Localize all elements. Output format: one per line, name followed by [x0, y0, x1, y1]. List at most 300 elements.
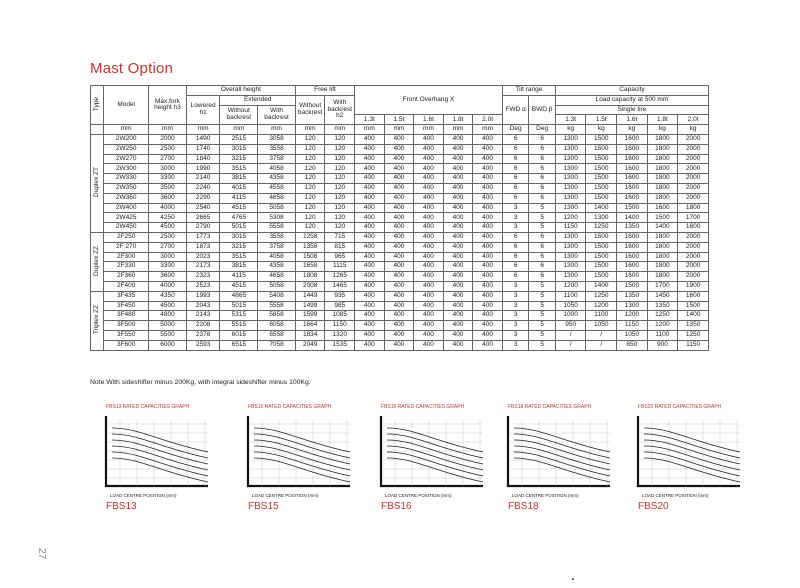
table-row: [91, 183, 709, 193]
value-cell: 2240: [186, 183, 220, 193]
value-cell: 400: [414, 321, 444, 331]
value-cell: 2000: [678, 183, 709, 193]
value-cell: 1250: [586, 223, 617, 233]
single-tire-header: Single tire: [555, 105, 708, 115]
value-cell: 6: [529, 144, 556, 154]
value-cell: 2593: [186, 340, 220, 350]
capacity-graph: [90, 404, 215, 524]
value-cell: 400: [473, 203, 503, 213]
model-cell: 2F250: [104, 232, 149, 242]
model-header: Model: [104, 86, 149, 125]
graph-plot: [492, 412, 614, 492]
capacity-curve: [112, 446, 208, 470]
value-cell: 4500: [149, 301, 187, 311]
table-row: [91, 272, 709, 282]
value-cell: 400: [443, 340, 473, 350]
value-cell: 120: [295, 183, 325, 193]
unit-cell: mm: [355, 125, 385, 135]
value-cell: 120: [295, 223, 325, 233]
value-cell: 2000: [678, 193, 709, 203]
value-cell: 1800: [647, 144, 678, 154]
value-cell: 2143: [186, 311, 220, 321]
value-cell: 2378: [186, 330, 220, 340]
value-cell: 400: [414, 311, 444, 321]
graph-xlabel: LOAD CENTRE POSITION (mm): [642, 493, 709, 498]
value-cell: 5: [529, 340, 556, 350]
value-cell: 400: [384, 242, 414, 252]
value-cell: 1800: [647, 232, 678, 242]
value-cell: 400: [384, 252, 414, 262]
value-cell: 120: [325, 164, 355, 174]
value-cell: 400: [443, 164, 473, 174]
value-cell: 400: [414, 183, 444, 193]
table-row: [91, 134, 709, 144]
value-cell: 4515: [220, 203, 258, 213]
unit-cell: kg: [647, 125, 678, 135]
unit-cell: kg: [678, 125, 709, 135]
value-cell: 1600: [617, 144, 648, 154]
value-cell: 1500: [586, 183, 617, 193]
graph-title: FBS13 RATED CAPACITIES GRAPH: [106, 404, 190, 410]
value-cell: 1358: [295, 242, 325, 252]
bwd-header: BWD β: [529, 95, 556, 124]
graph-model-label: FBS13: [106, 501, 137, 512]
value-cell: 5015: [220, 301, 258, 311]
value-cell: 3758: [258, 242, 296, 252]
value-cell: 400: [355, 272, 385, 282]
value-cell: 1085: [325, 311, 355, 321]
capacity-col-header: 1.8t: [647, 115, 678, 125]
capacity-graph: [622, 404, 747, 524]
value-cell: 1250: [586, 291, 617, 301]
value-cell: 400: [384, 223, 414, 233]
model-cell: 2W300: [104, 164, 149, 174]
value-cell: 4558: [258, 183, 296, 193]
value-cell: 1300: [555, 174, 586, 184]
value-cell: 1500: [617, 281, 648, 291]
value-cell: 400: [384, 154, 414, 164]
value-cell: 400: [355, 174, 385, 184]
value-cell: 950: [555, 321, 586, 331]
value-cell: 1400: [617, 213, 648, 223]
value-cell: 2500: [149, 144, 187, 154]
value-cell: 400: [355, 291, 385, 301]
capacity-col-header: 1.5t: [586, 115, 617, 125]
model-cell: 2F360: [104, 272, 149, 282]
value-cell: 400: [443, 134, 473, 144]
value-cell: 5558: [258, 301, 296, 311]
value-cell: 5058: [258, 281, 296, 291]
model-cell: 3F550: [104, 330, 149, 340]
value-cell: 6: [502, 193, 529, 203]
value-cell: 400: [414, 223, 444, 233]
value-cell: 1000: [555, 311, 586, 321]
value-cell: 400: [443, 321, 473, 331]
value-cell: 6000: [149, 340, 187, 350]
value-cell: 1300: [555, 154, 586, 164]
value-cell: 2323: [186, 272, 220, 282]
graph-title: FBS20 RATED CAPACITIES GRAPH: [638, 404, 722, 410]
value-cell: 120: [295, 203, 325, 213]
unit-cell: mm: [414, 125, 444, 135]
capacity-graph: [232, 404, 357, 524]
unit-cell: mm: [443, 125, 473, 135]
value-cell: 1700: [678, 213, 709, 223]
value-cell: 400: [355, 193, 385, 203]
value-cell: 400: [384, 262, 414, 272]
value-cell: 1700: [647, 281, 678, 291]
value-cell: 400: [384, 321, 414, 331]
value-cell: 3215: [220, 242, 258, 252]
units-row: [91, 125, 709, 135]
type-header: Type: [91, 86, 104, 125]
value-cell: 2290: [186, 193, 220, 203]
capacity-header: Capacity: [555, 86, 708, 96]
table-row: [91, 144, 709, 154]
value-cell: 3758: [258, 154, 296, 164]
value-cell: 5: [529, 330, 556, 340]
value-cell: 2000: [678, 252, 709, 262]
value-cell: 1500: [586, 232, 617, 242]
value-cell: 400: [414, 330, 444, 340]
graph-model-label: FBS18: [508, 501, 539, 512]
value-cell: 3300: [149, 262, 187, 272]
value-cell: 3000: [149, 252, 187, 262]
graph-xlabel: LOAD CENTRE POSITION (mm): [512, 493, 579, 498]
value-cell: 1258: [295, 232, 325, 242]
value-cell: 120: [295, 134, 325, 144]
model-cell: 2W400: [104, 203, 149, 213]
value-cell: 6: [502, 262, 529, 272]
value-cell: 5058: [258, 203, 296, 213]
value-cell: 1450: [647, 291, 678, 301]
value-cell: 3815: [220, 262, 258, 272]
value-cell: 3600: [149, 193, 187, 203]
value-cell: 1664: [295, 321, 325, 331]
table-row: [91, 232, 709, 242]
value-cell: 400: [355, 213, 385, 223]
value-cell: 400: [355, 154, 385, 164]
value-cell: 4250: [149, 213, 187, 223]
value-cell: 400: [355, 223, 385, 233]
value-cell: 400: [443, 262, 473, 272]
value-cell: 1300: [617, 301, 648, 311]
table-row: [91, 203, 709, 213]
value-cell: 400: [355, 242, 385, 252]
value-cell: 1300: [586, 213, 617, 223]
value-cell: 1800: [647, 164, 678, 174]
value-cell: 1990: [186, 164, 220, 174]
table-row: [91, 242, 709, 252]
graph-title: FBS18 RATED CAPACITIES GRAPH: [508, 404, 592, 410]
value-cell: 400: [473, 183, 503, 193]
value-cell: 400: [443, 203, 473, 213]
value-cell: 1500: [586, 144, 617, 154]
value-cell: 400: [443, 154, 473, 164]
value-cell: 4015: [220, 183, 258, 193]
value-cell: 5: [529, 203, 556, 213]
value-cell: 1350: [617, 223, 648, 233]
table-row: [91, 311, 709, 321]
model-cell: 3F435: [104, 291, 149, 301]
table-row: [91, 154, 709, 164]
max-fork-height-header: Max.fork height h3: [149, 86, 187, 125]
value-cell: 3: [502, 330, 529, 340]
value-cell: 400: [355, 164, 385, 174]
capacity-curve: [514, 434, 610, 458]
value-cell: 6058: [258, 321, 296, 331]
value-cell: 400: [443, 272, 473, 282]
value-cell: 1050: [617, 330, 648, 340]
value-cell: 1800: [647, 183, 678, 193]
value-cell: 1600: [617, 242, 648, 252]
value-cell: 400: [384, 203, 414, 213]
value-cell: 1800: [647, 174, 678, 184]
value-cell: 400: [355, 301, 385, 311]
value-cell: 2008: [295, 281, 325, 291]
capacity-curve: [514, 458, 610, 482]
value-cell: 1800: [647, 252, 678, 262]
value-cell: 1500: [586, 252, 617, 262]
model-cell: 2W360: [104, 193, 149, 203]
value-cell: 400: [414, 252, 444, 262]
value-cell: 400: [414, 301, 444, 311]
value-cell: 1050: [586, 321, 617, 331]
value-cell: 400: [414, 242, 444, 252]
value-cell: 1535: [325, 340, 355, 350]
value-cell: 1800: [647, 193, 678, 203]
value-cell: 1599: [295, 311, 325, 321]
value-cell: 400: [414, 340, 444, 350]
value-cell: 400: [384, 301, 414, 311]
value-cell: 3515: [220, 252, 258, 262]
value-cell: 2000: [678, 272, 709, 282]
value-cell: 5: [529, 213, 556, 223]
capacity-curve: [644, 440, 740, 464]
note: Note:With sideshifter minus 200Kg, with integral sideshifter minus 100Kg.: [90, 379, 311, 386]
value-cell: 120: [325, 183, 355, 193]
tilt-range-header: Tilt range: [502, 86, 555, 96]
value-cell: 1740: [186, 144, 220, 154]
value-cell: 1200: [647, 321, 678, 331]
unit-cell: mm: [384, 125, 414, 135]
value-cell: 400: [443, 311, 473, 321]
value-cell: 3558: [258, 144, 296, 154]
value-cell: 1499: [295, 301, 325, 311]
value-cell: 400: [473, 134, 503, 144]
value-cell: 6: [529, 242, 556, 252]
value-cell: 3: [502, 281, 529, 291]
value-cell: 1350: [678, 321, 709, 331]
capacity-curve: [254, 428, 350, 452]
capacity-curve: [644, 452, 740, 476]
value-cell: 2049: [295, 340, 325, 350]
value-cell: 400: [384, 134, 414, 144]
value-cell: 400: [473, 321, 503, 331]
value-cell: 400: [473, 262, 503, 272]
unit-cell: Deg: [529, 125, 556, 135]
value-cell: 1320: [325, 330, 355, 340]
capacity-curve: [112, 434, 208, 458]
value-cell: 1300: [555, 252, 586, 262]
value-cell: 815: [325, 242, 355, 252]
table-row: [91, 252, 709, 262]
value-cell: 120: [325, 144, 355, 154]
value-cell: 1834: [295, 330, 325, 340]
capacity-col-header: 2.0t: [678, 115, 709, 125]
graph-plot: [90, 412, 212, 492]
value-cell: 400: [414, 291, 444, 301]
unit-cell: mm: [295, 125, 325, 135]
value-cell: 3215: [220, 154, 258, 164]
value-cell: 1500: [586, 174, 617, 184]
value-cell: 3: [502, 203, 529, 213]
value-cell: 1508: [295, 252, 325, 262]
page-number: 27: [36, 547, 48, 560]
value-cell: 400: [414, 232, 444, 242]
value-cell: 6: [529, 232, 556, 242]
graph-model-label: FBS15: [248, 501, 279, 512]
value-cell: 400: [355, 321, 385, 331]
value-cell: 2000: [678, 174, 709, 184]
capacity-curve: [387, 458, 483, 482]
value-cell: 400: [384, 174, 414, 184]
value-cell: 6: [529, 134, 556, 144]
capacity-curve: [644, 434, 740, 458]
value-cell: 400: [355, 203, 385, 213]
value-cell: 2700: [149, 154, 187, 164]
value-cell: 4000: [149, 281, 187, 291]
unit-cell: mm: [149, 125, 187, 135]
value-cell: 400: [473, 193, 503, 203]
value-cell: 400: [443, 183, 473, 193]
value-cell: 400: [443, 232, 473, 242]
value-cell: 1840: [186, 154, 220, 164]
value-cell: 935: [325, 291, 355, 301]
value-cell: 2043: [186, 301, 220, 311]
value-cell: 1300: [555, 232, 586, 242]
model-cell: 2W425: [104, 213, 149, 223]
value-cell: 3: [502, 223, 529, 233]
value-cell: 400: [443, 281, 473, 291]
value-cell: 5: [529, 281, 556, 291]
value-cell: 6: [529, 154, 556, 164]
value-cell: 400: [355, 311, 385, 321]
value-cell: 400: [355, 144, 385, 154]
value-cell: /: [586, 330, 617, 340]
value-cell: 400: [414, 262, 444, 272]
value-cell: 3000: [149, 164, 187, 174]
unit-cell: kg: [586, 125, 617, 135]
mast-option-table: [90, 85, 709, 351]
capacity-curve: [644, 428, 740, 452]
value-cell: 400: [443, 223, 473, 233]
value-cell: 1300: [555, 242, 586, 252]
value-cell: 2500: [149, 232, 187, 242]
value-cell: 3600: [149, 272, 187, 282]
value-cell: 6: [502, 252, 529, 262]
extended-with-backrest-header: With backrest: [258, 105, 296, 125]
graph-model-label: FBS16: [381, 501, 412, 512]
value-cell: 1250: [647, 311, 678, 321]
value-cell: 400: [443, 291, 473, 301]
value-cell: 5858: [258, 311, 296, 321]
value-cell: 1500: [586, 272, 617, 282]
value-cell: 6: [529, 164, 556, 174]
value-cell: 5015: [220, 223, 258, 233]
capacity-curve: [254, 446, 350, 470]
value-cell: 1808: [295, 272, 325, 282]
unit-cell: kg: [617, 125, 648, 135]
value-cell: 1300: [555, 164, 586, 174]
value-cell: 1600: [617, 262, 648, 272]
value-cell: 1500: [586, 134, 617, 144]
value-cell: 400: [384, 272, 414, 282]
value-cell: 6: [502, 154, 529, 164]
value-cell: 1800: [647, 262, 678, 272]
unit-cell: mm: [220, 125, 258, 135]
front-overhang-header: Front Overhang X: [355, 86, 503, 115]
value-cell: 1800: [647, 272, 678, 282]
table-row: [91, 174, 709, 184]
value-cell: 2000: [678, 232, 709, 242]
value-cell: 400: [473, 272, 503, 282]
value-cell: 4515: [220, 281, 258, 291]
value-cell: 6: [502, 232, 529, 242]
value-cell: 1800: [647, 242, 678, 252]
overall-height-header: Overall height: [186, 86, 295, 96]
capacity-curve: [514, 440, 610, 464]
value-cell: 1350: [617, 291, 648, 301]
value-cell: 1600: [617, 193, 648, 203]
value-cell: 1600: [617, 252, 648, 262]
table-row: [91, 330, 709, 340]
table-row: [91, 291, 709, 301]
value-cell: 1600: [617, 272, 648, 282]
value-cell: 1200: [586, 301, 617, 311]
value-cell: 1265: [325, 272, 355, 282]
value-cell: 4800: [149, 311, 187, 321]
value-cell: 1300: [555, 272, 586, 282]
value-cell: 120: [295, 164, 325, 174]
value-cell: 2140: [186, 174, 220, 184]
value-cell: 2000: [149, 134, 187, 144]
overhang-col-header: 1.5t: [384, 115, 414, 125]
value-cell: 1500: [586, 193, 617, 203]
capacity-curve: [254, 434, 350, 458]
value-cell: 6: [502, 164, 529, 174]
model-cell: 3F600: [104, 340, 149, 350]
value-cell: 400: [473, 164, 503, 174]
value-cell: 400: [414, 203, 444, 213]
capacity-curve: [112, 458, 208, 482]
graph-title: FBS15 RATED CAPACITIES GRAPH: [248, 404, 332, 410]
value-cell: 400: [473, 144, 503, 154]
value-cell: 2523: [186, 281, 220, 291]
value-cell: 1600: [617, 134, 648, 144]
value-cell: 1600: [678, 291, 709, 301]
value-cell: 1500: [647, 213, 678, 223]
group-label: Triplex ZZ: [91, 291, 104, 350]
value-cell: 965: [325, 252, 355, 262]
value-cell: 1400: [586, 203, 617, 213]
table-body: [91, 134, 709, 350]
value-cell: 2000: [678, 262, 709, 272]
value-cell: 1500: [678, 301, 709, 311]
model-cell: 3F450: [104, 301, 149, 311]
value-cell: 5000: [149, 321, 187, 331]
graph-plot: [365, 412, 487, 492]
